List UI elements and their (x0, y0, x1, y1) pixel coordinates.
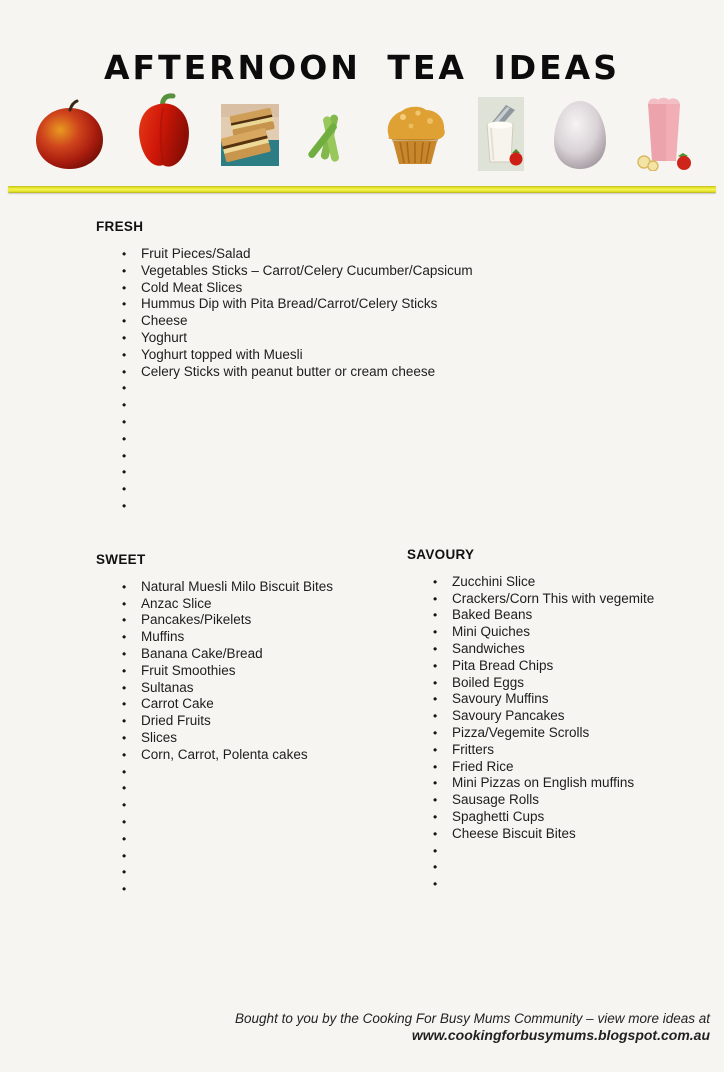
list-item (96, 713, 407, 730)
list-item (96, 612, 407, 629)
list-item (96, 280, 724, 297)
cracker-sandwiches-image (221, 104, 279, 171)
savoury-list (407, 574, 654, 893)
list-item (407, 775, 654, 792)
list-item (96, 696, 407, 713)
list-item (96, 380, 724, 397)
bullet-icon: • (122, 747, 127, 762)
strawberry-smoothie-image (636, 97, 692, 176)
list-item (407, 607, 654, 624)
bullet-icon: • (433, 709, 438, 724)
list-item-text: Savoury Pancakes (452, 708, 565, 724)
bullet-icon: • (433, 742, 438, 757)
list-item (407, 876, 654, 893)
section-heading-savoury: SAVOURY (407, 546, 475, 562)
bullet-icon: • (433, 776, 438, 791)
list-item (407, 792, 654, 809)
list-item-text: Sandwiches (452, 640, 525, 656)
fresh-list (96, 246, 724, 515)
list-item (407, 691, 654, 708)
bullet-icon: • (122, 848, 127, 863)
list-item-text: Sultanas (141, 679, 194, 695)
list-item-text: Pizza/Vegemite Scrolls (452, 724, 590, 740)
list-item (96, 848, 407, 865)
bullet-icon: • (122, 764, 127, 779)
bullet-icon: • (122, 465, 127, 480)
list-item-text: Carrot Cake (141, 696, 214, 712)
list-item (407, 826, 654, 843)
list-item-text: Vegetables Sticks – Carrot/Celery Cucumber/Capsicum (141, 262, 473, 278)
bullet-icon: • (122, 798, 127, 813)
food-image-row (0, 94, 724, 176)
list-item (96, 596, 407, 613)
list-item (407, 658, 654, 675)
bullet-icon: • (122, 814, 127, 829)
list-item-text: Natural Muesli Milo Biscuit Bites (141, 578, 334, 594)
list-item (96, 313, 724, 330)
bullet-icon: • (122, 448, 127, 463)
bullet-icon: • (122, 697, 127, 712)
bullet-icon: • (122, 663, 127, 678)
list-item (96, 764, 407, 781)
bullet-icon: • (433, 759, 438, 774)
list-item (96, 864, 407, 881)
bullet-icon: • (122, 381, 127, 396)
list-item (96, 680, 407, 697)
list-item (96, 797, 407, 814)
bullet-icon: • (122, 347, 127, 362)
list-item (407, 809, 654, 826)
list-item-text: Cheese (141, 313, 188, 329)
bullet-icon: • (433, 608, 438, 623)
list-item (407, 591, 654, 608)
list-item-text: Zucchini Slice (452, 573, 536, 589)
list-item (96, 747, 407, 764)
list-item (407, 708, 654, 725)
list-item (96, 347, 724, 364)
list-item (96, 780, 407, 797)
bullet-icon: • (433, 793, 438, 808)
list-item (96, 481, 724, 498)
list-item-text: Muffins (141, 629, 185, 645)
list-item (96, 663, 407, 680)
list-item (96, 296, 724, 313)
bullet-icon: • (122, 498, 127, 513)
bullet-icon: • (122, 680, 127, 695)
list-item-text: Yoghurt (141, 329, 188, 345)
bullet-icon: • (433, 826, 438, 841)
list-item (96, 263, 724, 280)
bullet-icon: • (433, 809, 438, 824)
list-item (407, 574, 654, 591)
bullet-icon: • (122, 781, 127, 796)
section-savoury (407, 547, 654, 898)
footer (235, 1011, 710, 1044)
list-item-text: Boiled Eggs (452, 674, 525, 690)
bullet-icon: • (122, 263, 127, 278)
list-item (407, 742, 654, 759)
list-item (407, 759, 654, 776)
apple-image (32, 99, 107, 176)
bullet-icon: • (433, 641, 438, 656)
bullet-icon: • (122, 280, 127, 295)
list-item (96, 414, 724, 431)
list-item (96, 579, 407, 596)
list-item-text: Corn, Carrot, Polenta cakes (141, 746, 308, 762)
list-item-text: Hummus Dip with Pita Bread/Carrot/Celery Sticks (141, 296, 438, 312)
bullet-icon: • (122, 882, 127, 897)
list-item (96, 814, 407, 831)
section-heading-sweet: SWEET (96, 551, 146, 567)
bullet-icon: • (122, 730, 127, 745)
content (0, 219, 724, 898)
list-item (96, 646, 407, 663)
bullet-icon: • (433, 860, 438, 875)
list-item (96, 831, 407, 848)
section-heading-fresh: FRESH (96, 219, 144, 234)
bullet-icon: • (122, 613, 127, 628)
bullet-icon: • (122, 865, 127, 880)
bullet-icon: • (433, 625, 438, 640)
yellow-divider (8, 186, 716, 193)
list-item (407, 843, 654, 860)
list-item (407, 641, 654, 658)
bullet-icon: • (122, 414, 127, 429)
list-item (96, 730, 407, 747)
muffin-image (378, 104, 452, 171)
list-item-text: Yoghurt topped with Muesli (141, 346, 303, 362)
bullet-icon: • (122, 646, 127, 661)
list-item-text: Slices (141, 729, 178, 745)
list-item (96, 246, 724, 263)
list-item-text: Pita Bread Chips (452, 657, 554, 673)
bullet-icon: • (433, 877, 438, 892)
red-capsicum-image (133, 93, 195, 176)
list-item (96, 629, 407, 646)
bullet-icon: • (122, 579, 127, 594)
bullet-icon: • (433, 675, 438, 690)
bullet-icon: • (122, 482, 127, 497)
list-item-text: Spaghetti Cups (452, 808, 545, 824)
footer-blog-url: www.cookingforbusymums.blogspot.com.au (411, 1027, 710, 1043)
list-item-text: Anzac Slice (141, 595, 212, 611)
two-column-row (96, 546, 724, 898)
bullet-icon: • (122, 297, 127, 312)
list-item (96, 498, 724, 515)
list-item (407, 725, 654, 742)
list-item (407, 624, 654, 641)
list-item-text: Fried Rice (452, 758, 514, 774)
section-fresh (96, 219, 724, 515)
list-item-text: Baked Beans (452, 607, 533, 623)
list-item (96, 448, 724, 465)
section-sweet (96, 552, 407, 898)
yoghurt-cup-image (478, 97, 524, 176)
list-item-text: Fruit Smoothies (141, 662, 236, 678)
bullet-icon: • (122, 831, 127, 846)
page-title: AFTERNOON TEA IDEAS (104, 48, 620, 87)
sweet-list (96, 579, 407, 898)
bullet-icon: • (433, 692, 438, 707)
list-item-text: Crackers/Corn This with vegemite (452, 590, 655, 606)
list-item (96, 881, 407, 898)
egg-image (550, 99, 610, 176)
bullet-icon: • (122, 330, 127, 345)
list-item-text: Savoury Muffins (452, 691, 549, 707)
bullet-icon: • (122, 247, 127, 261)
list-item-text: Pancakes/Pikelets (141, 612, 252, 628)
bullet-icon: • (433, 658, 438, 673)
list-item-text: Fritters (452, 741, 494, 757)
bullet-icon: • (122, 630, 127, 645)
list-item-text: Cold Meat Slices (141, 279, 243, 295)
list-item (407, 859, 654, 876)
bullet-icon: • (122, 314, 127, 329)
bullet-icon: • (433, 843, 438, 858)
list-item-text: Fruit Pieces/Salad (141, 246, 251, 261)
list-item (96, 464, 724, 481)
bullet-icon: • (433, 725, 438, 740)
bullet-icon: • (122, 596, 127, 611)
bullet-icon: • (433, 574, 438, 589)
footer-credit-text: Bought to you by the Cooking For Busy Mums Community – view more ideas at (235, 1011, 710, 1026)
list-item-text: Celery Sticks with peanut butter or cream cheese (141, 363, 436, 379)
list-item-text: Dried Fruits (141, 713, 211, 729)
bullet-icon: • (122, 431, 127, 446)
list-item (96, 431, 724, 448)
bullet-icon: • (433, 591, 438, 606)
celery-sticks-image (305, 112, 353, 171)
bullet-icon: • (122, 714, 127, 729)
list-item (96, 397, 724, 414)
list-item (407, 675, 654, 692)
list-item-text: Mini Quiches (452, 624, 531, 640)
list-item-text: Banana Cake/Bread (141, 645, 263, 661)
bullet-icon: • (122, 398, 127, 413)
list-item-text: Sausage Rolls (452, 792, 540, 808)
list-item (96, 364, 724, 381)
page (0, 48, 724, 1072)
list-item-text: Mini Pizzas on English muffins (452, 775, 635, 791)
list-item-text: Cheese Biscuit Bites (452, 825, 576, 841)
list-item (96, 330, 724, 347)
bullet-icon: • (122, 364, 127, 379)
